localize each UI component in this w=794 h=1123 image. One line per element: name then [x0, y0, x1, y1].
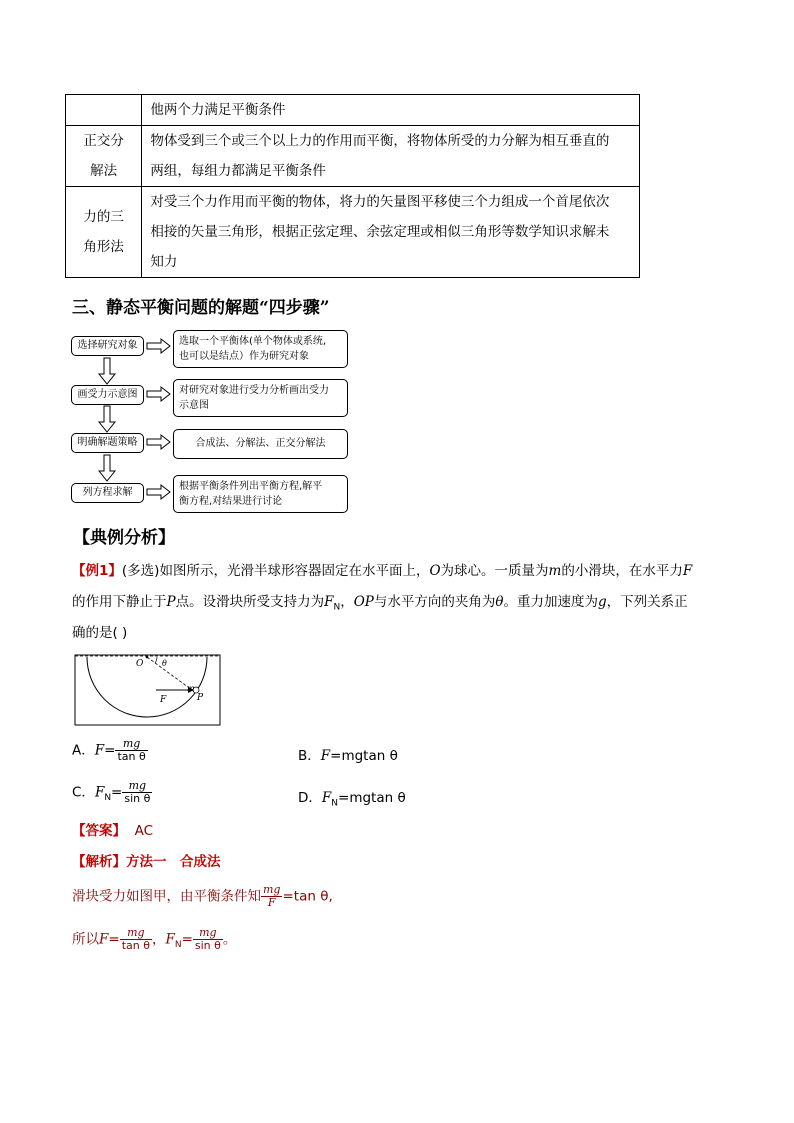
label-P: P [197, 693, 204, 703]
problem-line-1: 【例1】(多选)如图所示，光滑半球形容器固定在水平面上，O为球心。一质量为m的小滑块，在水平力F [72, 563, 693, 579]
right-arrow-icon [147, 387, 170, 401]
label-theta: θ [162, 659, 167, 668]
problem-line-3: 确的是( ) [72, 625, 128, 641]
label-O: O [136, 659, 144, 669]
section-heading: 三、静态平衡问题的解题“四步骤” [72, 298, 330, 318]
description-cell: 物体受到三个或三个以上力的作用而平衡，将物体所受的力分解为相互垂直的 两组，每组力都满足平衡条件 [142, 126, 640, 187]
problem-line-2: 的作用下静止于P点。设滑块所受支持力为$F_N$，OP与水平方向的夹角为θ。重力加速度为g，下列关系正 [72, 594, 688, 613]
down-arrow-icon [99, 406, 115, 432]
method-cell: 正交分 解法 [66, 126, 142, 187]
label-F: F [160, 695, 167, 705]
description-cell: 他两个力满足平衡条件 [142, 95, 640, 126]
method-cell: 力的三 角形法 [66, 187, 142, 278]
analysis-heading: 【解析】方法一 合成法 [72, 854, 221, 870]
label-m: m [187, 684, 195, 693]
right-arrow-icon [147, 485, 170, 499]
right-arrow-icon [147, 435, 170, 449]
center-point [146, 656, 149, 659]
step-description: 对研究对象进行受力分析画出受力 示意图 [173, 379, 348, 417]
hemisphere-figure [74, 654, 224, 728]
analysis-line-1: 滑块受力如图甲，由平衡条件知 $\frac{mg}{F}$ =tan θ, [72, 883, 333, 909]
down-arrow-icon [99, 455, 115, 481]
option-c: C．$F_N=$ $\frac{mg}{\text{sin θ}}$ [72, 779, 151, 805]
step-box: 列方程求解 [71, 483, 144, 503]
radius-op-line [147, 657, 192, 690]
example-heading: 【典例分析】 [73, 528, 175, 548]
step-box: 选择研究对象 [71, 336, 144, 356]
step-description: 合成法、分解法、正交分解法 [173, 429, 348, 459]
answer-line: 【答案】 AC [72, 823, 154, 839]
step-description: 选取一个平衡体(单个物体或系统, 也可以是结点）作为研究对象 [173, 330, 348, 368]
step-box: 画受力示意图 [71, 385, 144, 405]
theta-arc [155, 657, 157, 663]
option-b: B．F=mgtan θ [298, 748, 398, 764]
analysis-line-2: 所以F= $\frac{mg}{\text{tan θ}}$ ，$F_N=$ $\frac{mg}{\text{sin θ}}$ 。 [72, 926, 237, 952]
option-a: A．F= $\frac{mg}{\text{tan θ}}$ [72, 737, 146, 763]
down-arrow-icon [99, 358, 115, 384]
step-box: 明确解题策略 [71, 433, 144, 453]
description-cell: 对受三个力作用而平衡的物体，将力的矢量图平移使三个力组成一个首尾依次 相接的矢量三角形，根据正弦定理、余弦定理或相似三角形等数学知识求解未 知力 [142, 187, 640, 278]
right-arrow-icon [147, 339, 170, 353]
step-description: 根据平衡条件列出平衡方程,解平 衡方程,对结果进行讨论 [173, 475, 348, 513]
option-d: D．$F_N=mgtan$ θ [298, 790, 406, 809]
